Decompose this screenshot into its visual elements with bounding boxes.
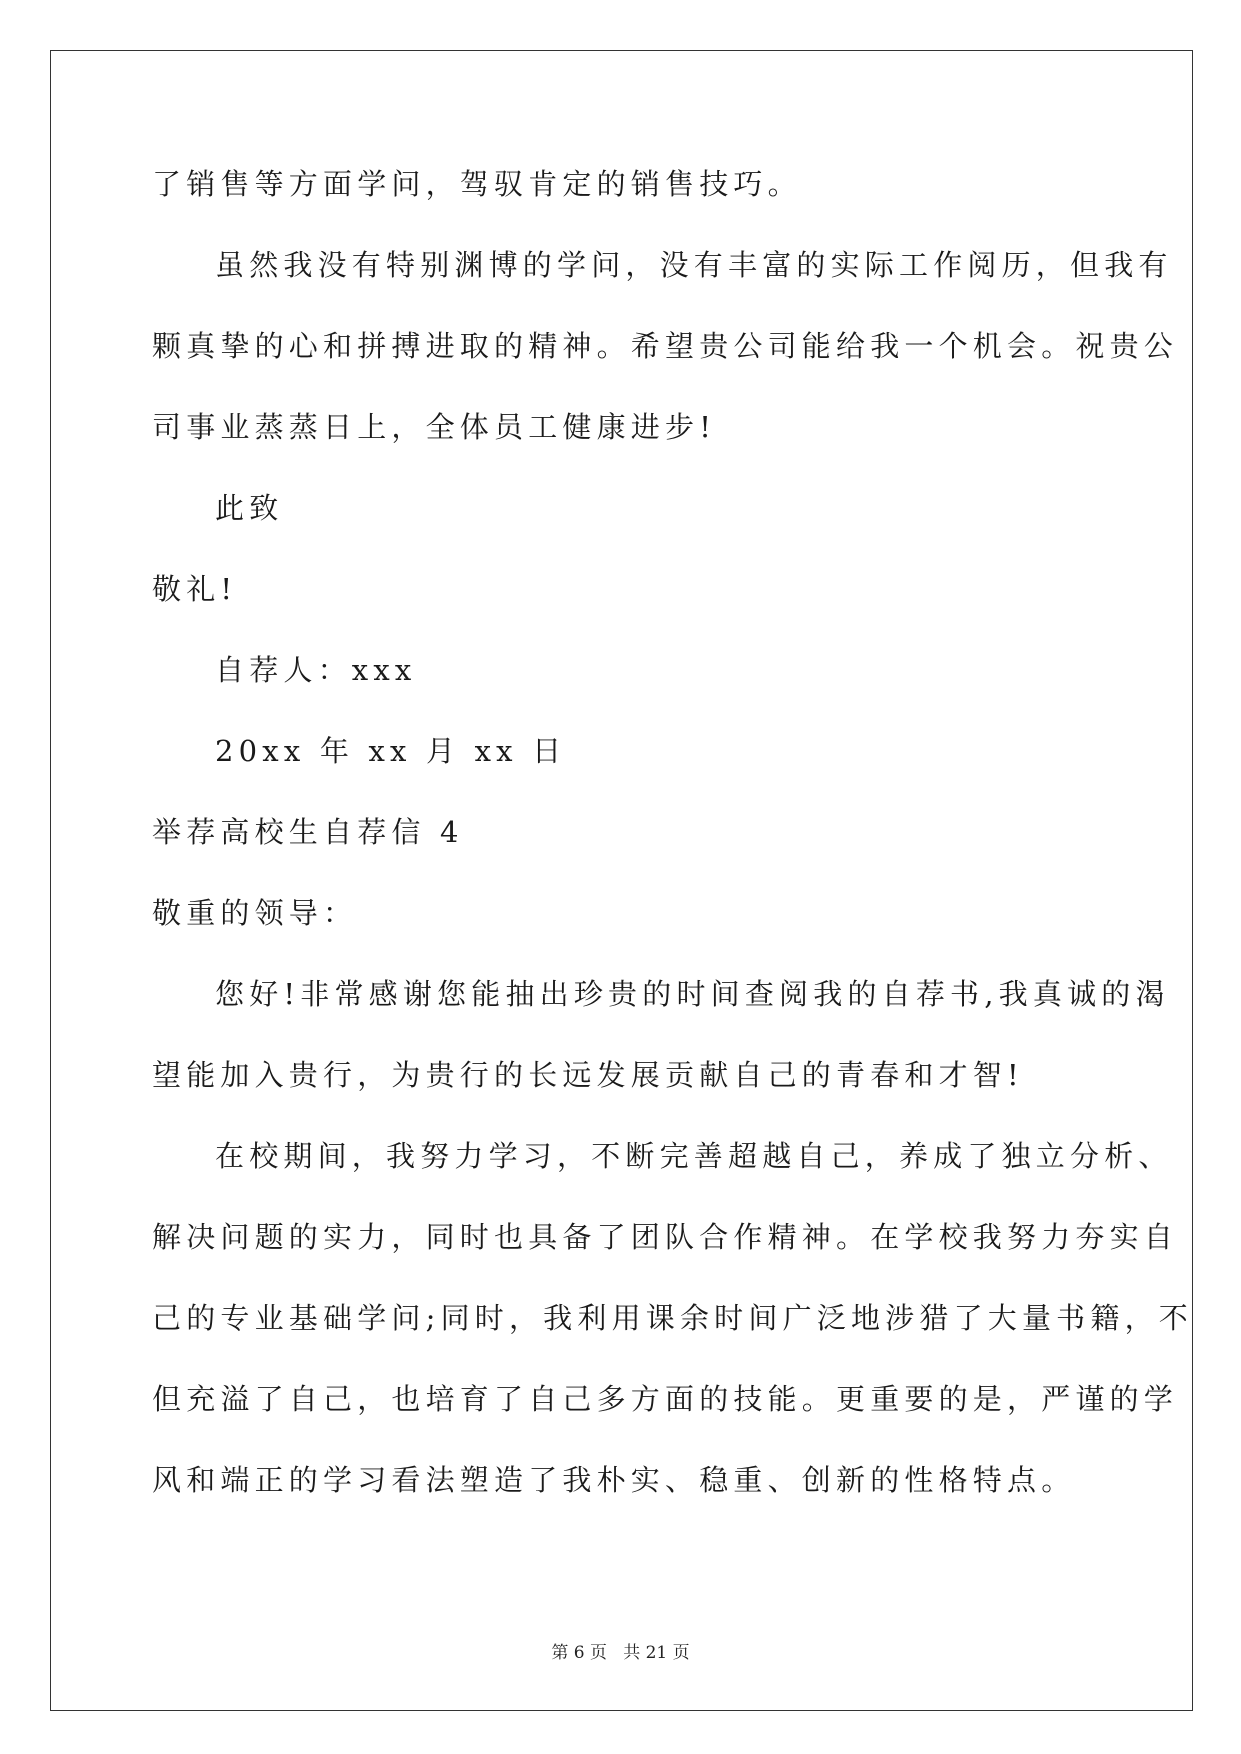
section-title: 举荐高校生自荐信 4 bbox=[152, 815, 464, 849]
date-line: 20xx 年 xx 月 xx 日 bbox=[215, 734, 567, 768]
paragraph-line: 但充溢了自己，也培育了自己多方面的技能。更重要的是，严谨的学 bbox=[152, 1382, 1179, 1416]
paragraph-line: 望能加入贵行，为贵行的长远发展贡献自己的青春和才智! bbox=[152, 1058, 1024, 1092]
paragraph-line: 颗真挚的心和拼搏进取的精神。希望贵公司能给我一个机会。祝贵公 bbox=[152, 329, 1179, 363]
paragraph-line: 了销售等方面学问，驾驭肯定的销售技巧。 bbox=[152, 167, 802, 201]
closing-regards: 敬礼! bbox=[152, 572, 238, 606]
signature-line: 自荐人：xxx bbox=[215, 653, 417, 687]
paragraph-line: 己的专业基础学问;同时，我利用课余时间广泛地涉猎了大量书籍，不 bbox=[152, 1301, 1193, 1335]
paragraph-line: 虽然我没有特别渊博的学问，没有丰富的实际工作阅历，但我有 bbox=[215, 248, 1173, 282]
paragraph-line: 您好!非常感谢您能抽出珍贵的时间查阅我的自荐书,我真诚的渴 bbox=[215, 977, 1170, 1011]
paragraph-line: 风和端正的学习看法塑造了我朴实、稳重、创新的性格特点。 bbox=[152, 1463, 1076, 1497]
paragraph-line: 司事业蒸蒸日上，全体员工健康进步! bbox=[152, 410, 717, 444]
greeting-line: 敬重的领导： bbox=[152, 896, 358, 930]
document-body bbox=[152, 164, 1193, 1541]
closing-salutation: 此致 bbox=[215, 491, 284, 525]
paragraph-line: 在校期间，我努力学习，不断完善超越自己，养成了独立分析、 bbox=[215, 1139, 1173, 1173]
page-footer: 第 6 页 共 21 页 bbox=[551, 1643, 690, 1663]
paragraph-line: 解决问题的实力，同时也具备了团队合作精神。在学校我努力夯实自 bbox=[152, 1220, 1179, 1254]
